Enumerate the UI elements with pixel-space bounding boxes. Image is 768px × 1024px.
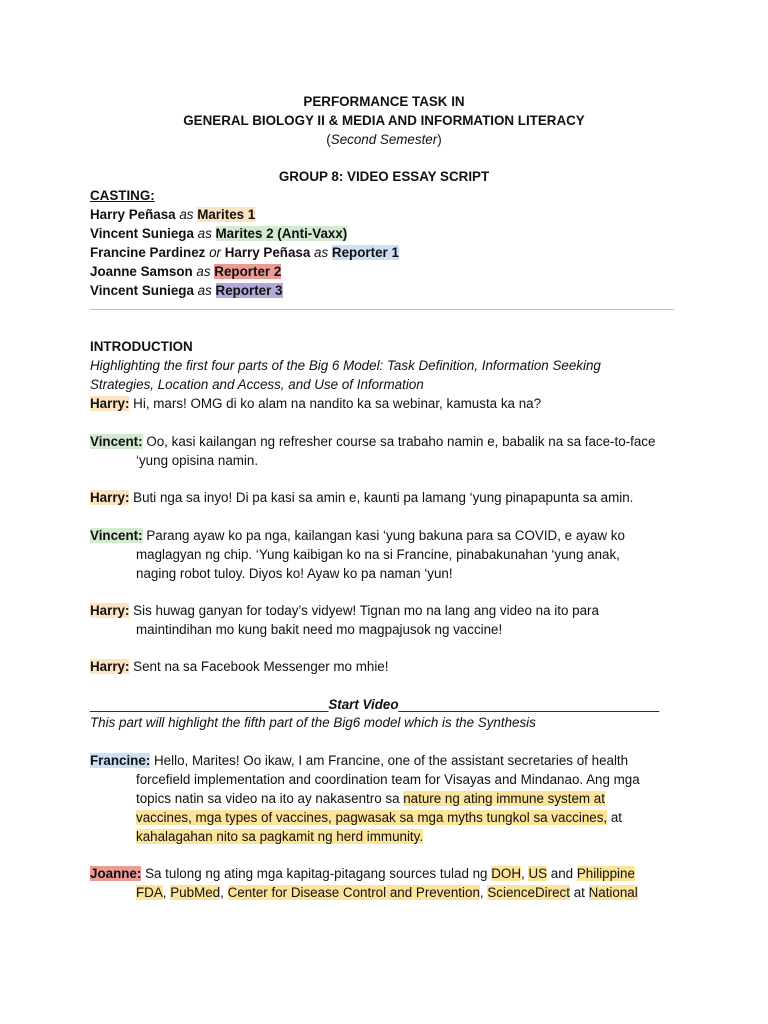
casting-role: Marites 2 (Anti-Vaxx): [215, 226, 348, 241]
casting-row: [90, 262, 281, 281]
dialogue-line: [90, 601, 599, 620]
casting-conj: as: [192, 264, 215, 279]
source-us: US: [528, 866, 548, 881]
start-video-description: This part will highlight the fifth part of the Big6 model which is the Synthesis: [90, 715, 536, 730]
dialogue-text: Hi, mars! OMG di ko alam na nandito ka sa webinar, kamusta ka na?: [129, 396, 542, 411]
dialogue-text: forcefield implementation and coordination team for Visayas and Mindanao. Ang mga: [136, 772, 640, 787]
speaker-vincent: Vincent:: [90, 434, 143, 449]
casting-or: or: [205, 245, 225, 260]
title-line-2: GENERAL BIOLOGY II & MEDIA AND INFORMATION LITERACY: [183, 113, 585, 128]
rule-right: ___________________________________: [398, 697, 660, 712]
dialogue-text: Buti nga sa inyo! Di pa kasi sa amin e, kaunti pa lamang ‘yung pinapapunta sa amin.: [129, 490, 634, 505]
casting-row: [90, 224, 347, 243]
separator: ,: [162, 885, 171, 900]
casting-role: Reporter 2: [214, 264, 282, 279]
dialogue-line: [90, 394, 541, 413]
dialogue-text: topics natin sa video na ito ay nakasentro sa: [136, 791, 404, 806]
start-video-divider: [90, 695, 659, 714]
intro-description-line-1: Highlighting the first four parts of the Big 6 Model: Task Definition, Information Seeking: [90, 358, 601, 373]
casting-role: Reporter 3: [215, 283, 283, 298]
source-doh: DOH: [491, 866, 521, 881]
dialogue-text: Sa tulong ng ating mga kapitag-pitagang sources tulad ng: [141, 866, 492, 881]
casting-role: Reporter 1: [331, 245, 399, 260]
casting-conj: as: [193, 283, 216, 298]
casting-actor: Harry Peñasa: [90, 207, 176, 222]
source-cdc: Center for Disease Control and Prevention: [227, 885, 480, 900]
dialogue-text: Oo, kasi kailangan ng refresher course sa trabaho namin e, babalik na sa face-to-face: [142, 434, 656, 449]
semester-line: [0, 130, 768, 149]
conjunction: at: [569, 885, 589, 900]
dialogue-line: [136, 827, 423, 846]
casting-row: [90, 281, 283, 300]
dialogue-line: [136, 883, 638, 902]
source-national: National: [588, 885, 638, 900]
speaker-vincent: Vincent:: [90, 528, 143, 543]
speaker-harry: Harry:: [90, 603, 130, 618]
dialogue-text: Hello, Marites! Oo ikaw, I am Francine, one of the assistant secretaries of health: [150, 753, 629, 768]
casting-actor-alt: Harry Peñasa: [224, 245, 311, 260]
casting-actor: Joanne Samson: [90, 264, 193, 279]
dialogue-text: Parang ayaw ko pa nga, kailangan kasi ‘yung bakuna para sa COVID, e ayaw ko: [142, 528, 625, 543]
separator: ,: [521, 866, 529, 881]
highlighted-topic: kahalagahan nito sa pagkamit ng herd immunity.: [136, 829, 424, 844]
casting-conj: as: [310, 245, 332, 260]
separator: ,: [479, 885, 488, 900]
source-pubmed: PubMed: [170, 885, 221, 900]
dialogue-line: [90, 526, 625, 545]
source-philippine: Philippine: [576, 866, 635, 881]
dialogue-text: maglagyan ng chip. ‘Yung kaibigan ko na si Francine, pinabakunahan ‘yung anak,: [136, 547, 620, 562]
casting-heading: CASTING:: [90, 188, 155, 203]
casting-conj: as: [175, 207, 198, 222]
start-video-label: Start Video: [328, 697, 399, 712]
dialogue-line: [90, 488, 633, 507]
semester-text: Second Semester: [330, 132, 438, 147]
speaker-francine: Francine:: [90, 753, 151, 768]
highlighted-topic: vaccines, mga types of vaccines, pagwasak sa mga myths tungkol sa vaccines,: [136, 810, 608, 825]
semester-open: (: [326, 132, 331, 147]
speaker-harry: Harry:: [90, 490, 130, 505]
casting-actor: Francine Pardinez: [90, 245, 206, 260]
dialogue-line: [136, 789, 605, 808]
casting-row: [90, 243, 399, 262]
conjunction: and: [547, 866, 577, 881]
casting-actor: Vincent Suniega: [90, 226, 194, 241]
highlighted-topic: nature ng ating immune system at: [403, 791, 605, 806]
dialogue-line: [90, 432, 655, 451]
dialogue-text: Sent na sa Facebook Messenger mo mhie!: [129, 659, 389, 674]
rule-left: ________________________________: [90, 697, 329, 712]
dialogue-text: Sis huwag ganyan for today’s vidyew! Tignan mo na lang ang video na ito para: [129, 603, 599, 618]
casting-conj: as: [193, 226, 216, 241]
group-title: GROUP 8: VIDEO ESSAY SCRIPT: [278, 169, 490, 184]
speaker-harry: Harry:: [90, 396, 130, 411]
casting-row: [90, 205, 255, 224]
dialogue-line: [90, 751, 628, 770]
separator: ,: [220, 885, 228, 900]
section-divider: [90, 309, 674, 310]
casting-role: Marites 1: [197, 207, 256, 222]
speaker-harry: Harry:: [90, 659, 130, 674]
semester-close: ): [437, 132, 442, 147]
dialogue-line: [90, 657, 388, 676]
speaker-joanne: Joanne:: [90, 866, 142, 881]
intro-heading: INTRODUCTION: [90, 339, 193, 354]
source-sciencedirect: ScienceDirect: [487, 885, 570, 900]
dialogue-text: ‘yung opisina namin.: [136, 453, 259, 468]
dialogue-text: maintindihan mo kung bakit need mo magpajusok ng vaccine!: [136, 622, 503, 637]
source-fda: FDA: [136, 885, 163, 900]
title-line-1: PERFORMANCE TASK IN: [303, 94, 465, 109]
casting-actor: Vincent Suniega: [90, 283, 194, 298]
dialogue-text: at: [607, 810, 623, 825]
dialogue-line: [136, 808, 622, 827]
intro-description-line-2: Strategies, Location and Access, and Use of Information: [90, 377, 424, 392]
dialogue-text: naging robot tuloy. Diyos ko! Ayaw ko pa naman ‘yun!: [136, 566, 453, 581]
dialogue-line: [90, 864, 635, 883]
